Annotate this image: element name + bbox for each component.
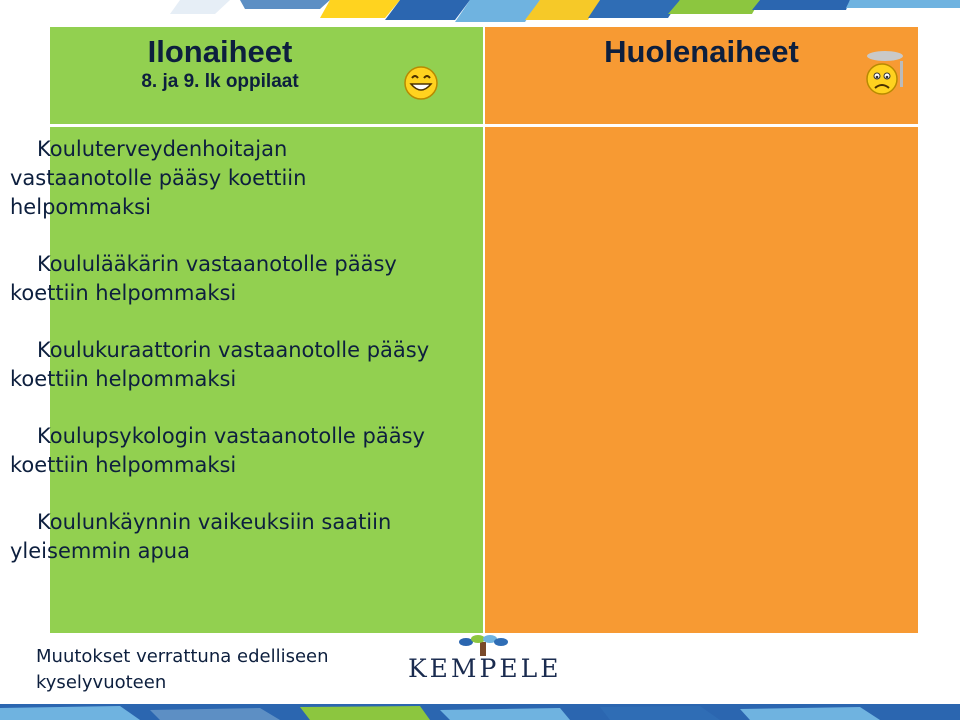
list-item: [10, 422, 430, 480]
list-item-text: Koulukuraattorin vastaanotolle pääsy koettiin helpommaksi: [10, 338, 430, 391]
footer-note: Muutokset verrattuna edelliseen kyselyvuoteen: [36, 646, 329, 693]
top-decoration-stripes: [0, 0, 960, 24]
list-item: [10, 250, 430, 308]
list-item: [10, 508, 430, 566]
list-item-text: Koulunkäynnin vaikeuksiin saatiin yleisemmin apua: [10, 510, 392, 563]
list-item-text: Koulupsykologin vastaanotolle pääsy koettiin helpommaksi: [10, 424, 425, 477]
bottom-decoration-stripes: [0, 704, 960, 720]
smiley-icon: [403, 65, 439, 101]
joys-subtitle: 8. ja 9. lk oppilaat: [141, 71, 299, 92]
logo-text: KEMPELE: [408, 654, 562, 683]
header-worries: [485, 27, 918, 124]
list-item-text: Kouluterveydenhoitajan vastaanotolle pääsy koettiin helpommaksi: [10, 137, 307, 219]
list-item-text: Koululääkärin vastaanotolle pääsy koettiin helpommaksi: [10, 252, 397, 305]
worries-title: Huolenaiheet: [604, 34, 799, 69]
tree-logo-icon: [456, 634, 510, 656]
joys-list: [10, 135, 430, 594]
kempele-logo: [408, 636, 562, 686]
worries-content: [485, 127, 918, 633]
joys-title: Ilonaiheet: [147, 34, 293, 69]
header-joys: [50, 27, 483, 124]
list-item: [10, 336, 430, 394]
worried-face-icon: [860, 49, 910, 99]
list-item: [10, 135, 430, 222]
